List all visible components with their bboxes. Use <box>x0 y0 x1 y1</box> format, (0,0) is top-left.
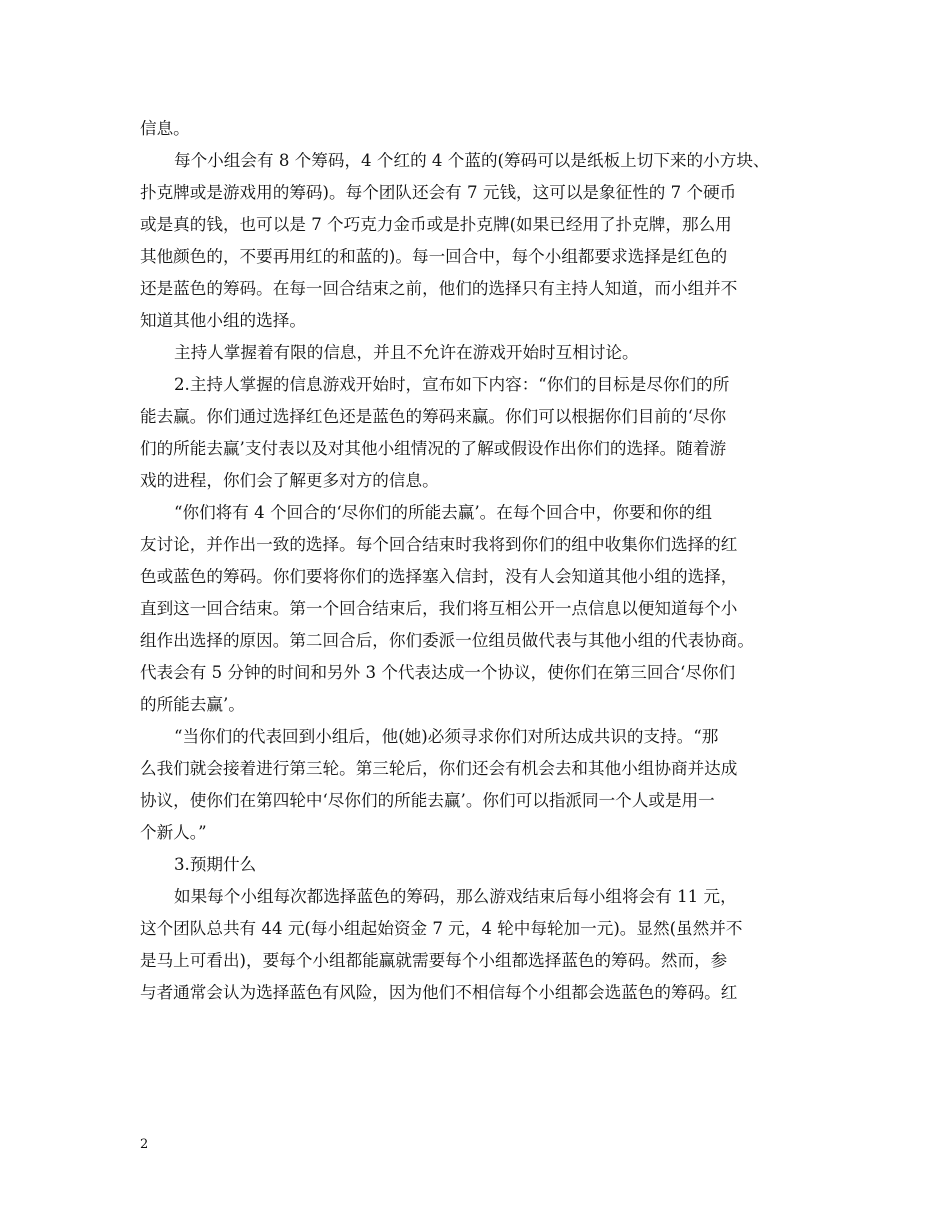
text-line: 或是真的钱，也可以是 7 个巧克力金币或是扑克牌(如果已经用了扑克牌，那么用 <box>140 215 732 234</box>
text-line: 知道其他小组的选择。 <box>140 311 306 330</box>
text-line: 组作出选择的原因。第二回合后，你们委派一位组员做代表与其他小组的代表协商。 <box>140 631 754 650</box>
text-line: 们的所能去赢’支付表以及对其他小组情况的了解或假设作出你们的选择。随着游 <box>140 439 727 458</box>
text-line: 这个团队总共有 44 元(每小组起始资金 7 元，4 轮中每轮加一元)。显然(虽然并不 <box>140 919 743 938</box>
text-line: 还是蓝色的筹码。在每一回合结束之前，他们的选择只有主持人知道，而小组并不 <box>140 279 738 298</box>
text-line: 如果每个小组每次都选择蓝色的筹码，那么游戏结束后每小组将会有 11 元， <box>174 887 737 906</box>
text-line: 主持人掌握着有限的信息，并且不允许在游戏开始时互相讨论。 <box>174 343 639 362</box>
text-line: 2.主持人掌握的信息游戏开始时，宣布如下内容：“你们的目标是尽你们的所 <box>174 375 730 394</box>
page-number: 2 <box>140 1137 149 1152</box>
text-line: 与者通常会认为选择蓝色有风险，因为他们不相信每个小组都会选蓝色的筹码。红 <box>140 983 738 1002</box>
text-line: 个新人。” <box>140 823 207 842</box>
text-line: 信息。 <box>140 119 190 138</box>
text-line: 的所能去赢’。 <box>140 695 245 714</box>
text-line: 3.预期什么 <box>174 855 257 874</box>
text-line: 每个小组会有 8 个筹码，4 个红的 4 个蓝的(筹码可以是纸板上切下来的小方块、 <box>174 151 770 170</box>
text-line: “你们将有 4 个回合的‘尽你们的所能去赢’。在每个回合中，你要和你的组 <box>174 503 712 522</box>
text-line: 代表会有 5 分钟的时间和另外 3 个代表达成一个协议，使你们在第三回合‘尽你们 <box>140 663 736 682</box>
body-text <box>140 113 812 1009</box>
text-line: 戏的进程，你们会了解更多对方的信息。 <box>140 471 439 490</box>
text-line: 么我们就会接着进行第三轮。第三轮后，你们还会有机会去和其他小组协商并达成 <box>140 759 738 778</box>
text-line: 色或蓝色的筹码。你们要将你们的选择塞入信封，没有人会知道其他小组的选择， <box>140 567 738 586</box>
text-line: “当你们的代表回到小组后，他(她)必须寻求你们对所达成共识的支持。“那 <box>174 727 719 746</box>
text-line: 扑克牌或是游戏用的筹码)。每个团队还会有 7 元钱，这可以是象征性的 7 个硬币 <box>140 183 737 202</box>
text-line: 是马上可看出)，要每个小组都能赢就需要每个小组都选择蓝色的筹码。然而，参 <box>140 951 728 970</box>
text-line: 其他颜色的，不要再用红的和蓝的)。每一回合中，每个小组都要求选择是红色的 <box>140 247 728 266</box>
text-line: 能去赢。你们通过选择红色还是蓝色的筹码来赢。你们可以根据你们目前的‘尽你 <box>140 407 727 426</box>
text-line: 协议，使你们在第四轮中‘尽你们的所能去赢’。你们可以指派同一个人或是用一 <box>140 791 715 810</box>
text-line: 友讨论，并作出一致的选择。每个回合结束时我将到你们的组中收集你们选择的红 <box>140 535 738 554</box>
text-line: 直到这一回合结束。第一个回合结束后，我们将互相公开一点信息以便知道每个小 <box>140 599 738 618</box>
